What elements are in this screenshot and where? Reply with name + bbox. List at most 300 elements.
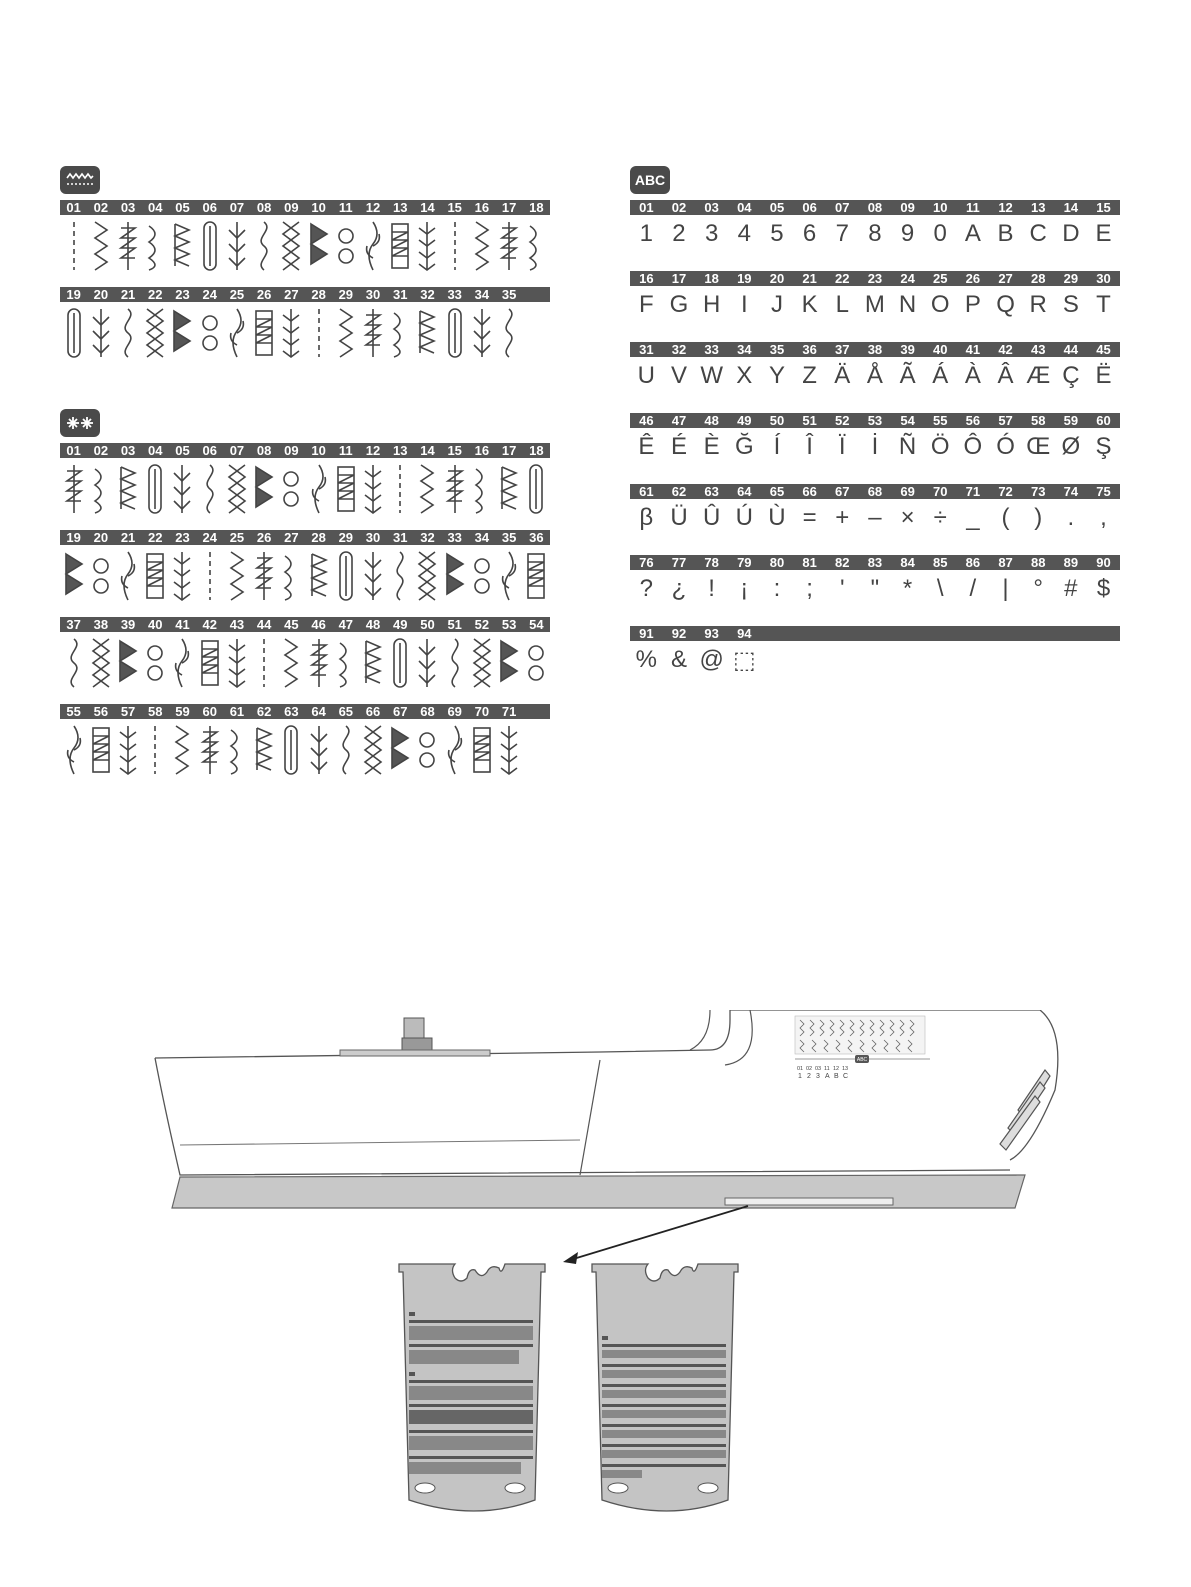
character-number: 23 (867, 271, 883, 286)
stitch-number: 60 (202, 704, 217, 719)
character-glyph: Ç (1062, 362, 1080, 389)
stitch-pattern-icon (251, 459, 278, 519)
alphabet-number-bar (630, 271, 1120, 286)
stitch-pattern-icon (387, 216, 414, 276)
stitch-pattern-icon (60, 720, 87, 780)
character-glyph: Ï (838, 433, 846, 460)
character-glyph: Â (997, 362, 1014, 389)
stitch-pattern-icon (87, 459, 114, 519)
stitch-number: 04 (148, 200, 163, 215)
stitch-pattern-icon (142, 303, 169, 363)
stitch-number: 34 (474, 530, 490, 545)
stitch-number: 05 (175, 443, 190, 458)
stitch-reference-card-left (395, 1260, 555, 1523)
character-glyph: ⬚ (732, 646, 756, 674)
decorative-number-bar-2 (60, 530, 550, 545)
character-glyph: 7 (835, 220, 849, 247)
machine-panel-char: C (843, 1073, 849, 1080)
stitch-number: 31 (393, 287, 408, 302)
alphabet-number-bar (630, 484, 1120, 499)
character-glyph: 6 (802, 220, 817, 247)
character-number: 19 (737, 271, 752, 286)
character-glyph: _ (966, 504, 980, 531)
stitch-number: 12 (365, 443, 381, 458)
stitch-pattern-icon (169, 633, 196, 693)
stitch-pattern-icon (387, 303, 414, 363)
stitch-pattern-icon (332, 216, 359, 276)
character-glyph: + (835, 504, 850, 531)
stitch-pattern-icon (114, 459, 141, 519)
stitch-number: 25 (229, 287, 245, 302)
character-number: 14 (1063, 200, 1079, 215)
stitch-number: 02 (93, 443, 109, 458)
character-glyph: # (1064, 575, 1078, 602)
character-number: 58 (1030, 413, 1046, 428)
stitch-number: 29 (338, 287, 354, 302)
character-number: 30 (1096, 271, 1111, 286)
alphabet-row (630, 484, 1120, 537)
stitch-pattern-icon (196, 303, 223, 363)
character-number: 55 (933, 413, 948, 428)
alphabet-row (630, 626, 1120, 679)
stitch-number: 66 (365, 704, 381, 719)
stitch-number: 45 (284, 617, 299, 632)
stitch-number: 37 (66, 617, 81, 632)
stitch-number: 30 (365, 530, 381, 545)
stitch-pattern-icon (169, 216, 196, 276)
character-glyph: Ë (1095, 362, 1112, 389)
alphabet-number-bar (630, 342, 1120, 357)
stitch-pattern-icon (359, 720, 386, 780)
decorative-number-bar-3 (60, 617, 550, 632)
character-glyph: ( (1001, 504, 1010, 531)
stitch-pattern-icon (414, 459, 441, 519)
character-glyph: 4 (737, 220, 751, 247)
stitch-pattern-icon (441, 459, 468, 519)
stitch-pattern-icon (441, 216, 468, 276)
stitch-pattern-icon (496, 633, 523, 693)
character-glyph: Á (932, 362, 949, 389)
stitch-number: 34 (474, 287, 490, 302)
character-glyph: S (1062, 291, 1079, 318)
stitch-pattern-icon (142, 720, 169, 780)
stitch-number: 38 (93, 617, 109, 632)
character-number: 65 (769, 484, 785, 499)
stitch-number: 22 (148, 530, 163, 545)
character-glyph: 2 (672, 220, 686, 247)
character-number: 83 (867, 555, 883, 570)
character-number: 51 (802, 413, 817, 428)
character-glyph: Ü (670, 504, 688, 531)
stitch-number: 54 (529, 617, 544, 632)
stitch-pattern-icon (441, 546, 468, 606)
stitch-number: 17 (501, 443, 517, 458)
stitch-number: 31 (393, 530, 408, 545)
stitch-pattern-icon (387, 546, 414, 606)
character-glyph: G (669, 291, 689, 318)
stitch-pattern-icon (359, 546, 386, 606)
stitch-number: 17 (501, 200, 517, 215)
machine-panel-char: B (834, 1073, 839, 1080)
character-number: 52 (835, 413, 850, 428)
character-number: 80 (769, 555, 785, 570)
stitch-pattern-icon (60, 459, 87, 519)
alphabet-number-bar (630, 413, 1120, 428)
machine-panel-char: 3 (816, 1073, 820, 1080)
character-number: 47 (671, 413, 687, 428)
character-glyph: Ä (834, 362, 851, 389)
stitch-number: 65 (338, 704, 354, 719)
stitch-number: 18 (529, 443, 544, 458)
character-number: 72 (998, 484, 1013, 499)
stitch-number: 61 (229, 704, 245, 719)
stitch-pattern-icon (251, 216, 278, 276)
stitch-number: 06 (202, 443, 217, 458)
stitch-pattern-icon (332, 459, 359, 519)
stitch-pattern-icon (523, 216, 550, 276)
character-glyph: Ğ (734, 433, 754, 460)
stitch-pattern-icon (414, 633, 441, 693)
character-number: 64 (737, 484, 752, 499)
character-glyph: K (801, 291, 818, 318)
character-number: 81 (802, 555, 817, 570)
stitch-pattern-icon (87, 216, 114, 276)
character-number: 21 (802, 271, 817, 286)
character-glyph: Ø (1061, 433, 1081, 460)
character-number: 69 (900, 484, 915, 499)
stitch-number: 62 (256, 704, 272, 719)
stitch-pattern-icon (496, 303, 523, 363)
stitch-pattern-icon (251, 720, 278, 780)
character-glyph: | (1002, 575, 1009, 602)
alphabet-badge: ABC (630, 166, 670, 194)
character-glyph: ; (806, 575, 813, 602)
stitch-number: 21 (120, 287, 136, 302)
stitch-number: 32 (420, 530, 435, 545)
character-glyph: J (770, 291, 783, 318)
character-number: 87 (998, 555, 1013, 570)
character-number: 24 (900, 271, 915, 286)
character-number: 15 (1096, 200, 1111, 215)
stitch-pattern-icon (87, 303, 114, 363)
stitch-pattern-icon (60, 303, 87, 363)
alphabet-character-row (630, 215, 1120, 253)
character-number: 71 (965, 484, 981, 499)
character-glyph: 8 (868, 220, 882, 247)
stitch-number: 09 (284, 200, 299, 215)
stitch-pattern-icon (223, 633, 250, 693)
character-glyph: B (997, 220, 1014, 247)
stitch-pattern-icon (305, 303, 332, 363)
stitch-number: 59 (175, 704, 190, 719)
character-glyph: Ş (1095, 433, 1112, 460)
character-number: 04 (737, 200, 752, 215)
character-glyph: ° (1033, 575, 1043, 602)
character-number: 45 (1096, 342, 1111, 357)
stitch-number: 02 (93, 200, 109, 215)
character-glyph: C (1029, 220, 1047, 247)
stitch-number: 03 (120, 200, 136, 215)
stitch-number: 71 (501, 704, 517, 719)
stitch-pattern-icon (468, 720, 495, 780)
character-number: 03 (704, 200, 719, 215)
character-glyph: " (870, 575, 880, 602)
character-glyph: N (898, 291, 917, 318)
character-number: 91 (639, 626, 654, 641)
stitch-number: 19 (66, 287, 81, 302)
stitch-pattern-icon (496, 546, 523, 606)
stitch-number: 20 (93, 530, 109, 545)
stitch-pattern-icon (196, 720, 223, 780)
stitch-pattern-icon (142, 459, 169, 519)
stitch-pattern-icon (305, 633, 332, 693)
character-number: 66 (802, 484, 817, 499)
stitch-number: 11 (338, 443, 353, 458)
stitch-pattern-icon (496, 459, 523, 519)
machine-panel-num: 03 (815, 1066, 822, 1072)
character-glyph: 9 (900, 220, 915, 247)
stitch-number: 53 (501, 617, 517, 632)
utility-number-bar-2 (60, 287, 550, 302)
character-number: 06 (802, 200, 817, 215)
stitch-number: 06 (202, 200, 217, 215)
alphabet-rows (630, 200, 1120, 679)
character-number: 28 (1030, 271, 1046, 286)
character-glyph: É (670, 433, 687, 460)
stitch-number: 23 (175, 530, 190, 545)
character-number: 84 (900, 555, 915, 570)
character-glyph: β (639, 504, 654, 531)
machine-panel-num: 13 (842, 1066, 849, 1072)
stitch-number: 24 (202, 530, 217, 545)
character-glyph: D (1062, 220, 1080, 247)
stitch-pattern-icon (468, 303, 495, 363)
machine-panel-num: 01 (797, 1066, 804, 1072)
stitch-number: 27 (284, 287, 299, 302)
character-glyph: Ó (996, 433, 1015, 460)
character-number: 54 (900, 413, 915, 428)
alphabet-character-row (630, 641, 1120, 679)
stitch-pattern-icon (359, 303, 386, 363)
stitch-number: 39 (120, 617, 136, 632)
character-number: 33 (704, 342, 719, 357)
stitch-pattern-icon (278, 633, 305, 693)
character-number: 25 (933, 271, 948, 286)
character-number: 31 (639, 342, 654, 357)
character-number: 73 (1030, 484, 1046, 499)
stitch-pattern-icon (387, 459, 414, 519)
character-glyph: 5 (770, 220, 784, 247)
stitch-pattern-icon (359, 216, 386, 276)
stitch-number: 35 (501, 530, 517, 545)
character-number: 17 (671, 271, 687, 286)
character-glyph: V (670, 362, 687, 389)
character-glyph: O (930, 291, 950, 318)
stitch-pattern-icon (142, 633, 169, 693)
character-glyph: Y (768, 362, 785, 389)
machine-panel-num: 11 (824, 1066, 830, 1072)
stitch-pattern-icon (278, 720, 305, 780)
alphabet-row (630, 200, 1120, 253)
character-glyph: 1 (639, 220, 653, 247)
character-glyph: È (703, 433, 720, 460)
character-number: 88 (1030, 555, 1046, 570)
stitch-number: 49 (393, 617, 408, 632)
stitch-pattern-icon (223, 720, 250, 780)
stitch-pattern-icon (142, 216, 169, 276)
character-glyph: Û (702, 504, 721, 531)
machine-panel-badge: ABC (856, 1057, 868, 1063)
alphabet-row (630, 271, 1120, 324)
stitch-pattern-icon (332, 303, 359, 363)
character-glyph: ÷ (933, 504, 947, 531)
character-number: 36 (802, 342, 817, 357)
alphabet-row (630, 413, 1120, 466)
character-glyph: E (1095, 220, 1112, 247)
stitch-number: 36 (529, 530, 544, 545)
character-number: 18 (704, 271, 719, 286)
stitch-number: 47 (338, 617, 354, 632)
decorative-number-bar-1 (60, 443, 550, 458)
character-glyph: ) (1034, 504, 1043, 531)
stitch-pattern-icon (332, 720, 359, 780)
stitch-number: 23 (175, 287, 190, 302)
character-number: 78 (704, 555, 719, 570)
alphabet-reference-card-right (588, 1260, 748, 1523)
character-number: 10 (933, 200, 948, 215)
stitch-number: 41 (175, 617, 190, 632)
stitch-pattern-icon (468, 633, 495, 693)
stitch-number: 40 (148, 617, 163, 632)
character-number: 38 (867, 342, 883, 357)
character-glyph: U (637, 362, 655, 389)
character-glyph: Î (806, 433, 813, 460)
stitch-pattern-icon (196, 459, 223, 519)
character-number: 01 (639, 200, 654, 215)
stitch-pattern-icon (60, 633, 87, 693)
character-number: 67 (835, 484, 850, 499)
character-glyph: À (964, 362, 981, 389)
machine-panel-char: 1 (798, 1073, 802, 1080)
character-glyph: I (740, 291, 748, 318)
character-number: 77 (671, 555, 687, 570)
stitch-number: 07 (229, 200, 245, 215)
stitch-number: 52 (474, 617, 490, 632)
stitch-number: 14 (420, 200, 435, 215)
stitch-number: 20 (93, 287, 109, 302)
character-glyph: – (868, 504, 882, 531)
stitch-pattern-icon (523, 546, 550, 606)
machine-panel-char: A (825, 1073, 830, 1080)
stitch-number: 33 (447, 530, 462, 545)
stitch-pattern-icon (251, 633, 278, 693)
character-glyph: W (700, 362, 723, 389)
character-glyph: . (1067, 504, 1075, 531)
stitch-pattern-icon (223, 216, 250, 276)
stitch-number: 35 (501, 287, 517, 302)
stitch-number: 10 (311, 200, 326, 215)
character-glyph: ? (639, 575, 653, 602)
character-number: 44 (1063, 342, 1079, 357)
stitch-pattern-icon (359, 459, 386, 519)
character-number: 26 (965, 271, 981, 286)
character-glyph: A (964, 220, 981, 247)
character-number: 48 (704, 413, 719, 428)
stitch-pattern-icon (441, 633, 468, 693)
decorative-stars-icon (60, 409, 100, 437)
stitch-pattern-icon (305, 720, 332, 780)
alphabet-character-row (630, 357, 1120, 395)
zigzag-icon (60, 166, 100, 194)
stitch-pattern-icon (87, 633, 114, 693)
stitch-number: 26 (256, 530, 272, 545)
character-glyph: Å (866, 362, 883, 389)
character-number: 74 (1063, 484, 1079, 499)
stitch-pattern-icon (387, 633, 414, 693)
character-number: 63 (704, 484, 719, 499)
utility-stitch-row-2 (60, 302, 550, 364)
character-number: 34 (737, 342, 752, 357)
stitch-number: 28 (311, 530, 326, 545)
character-number: 20 (769, 271, 785, 286)
stitch-number: 13 (393, 200, 408, 215)
stitch-pattern-icon (468, 546, 495, 606)
character-glyph: T (1096, 291, 1111, 318)
character-glyph: / (969, 575, 977, 602)
stitch-number: 43 (229, 617, 245, 632)
character-number: 61 (639, 484, 654, 499)
stitch-number: 33 (447, 287, 462, 302)
stitch-pattern-icon (169, 546, 196, 606)
character-number: 70 (933, 484, 948, 499)
stitch-pattern-icon (169, 720, 196, 780)
stitch-pattern-icon (414, 303, 441, 363)
character-number: 05 (769, 200, 785, 215)
character-glyph: = (802, 504, 817, 531)
character-glyph: Ú (735, 504, 753, 531)
decorative-stitch-row-1 (60, 458, 550, 520)
stitch-pattern-icon (441, 303, 468, 363)
stitch-pattern-icon (305, 459, 332, 519)
stitch-number: 19 (66, 530, 81, 545)
character-number: 11 (966, 200, 980, 215)
stitch-pattern-icon (223, 459, 250, 519)
character-number: 85 (933, 555, 948, 570)
character-glyph: ¡ (740, 575, 749, 602)
stitch-number: 08 (256, 200, 272, 215)
stitch-number: 15 (447, 200, 462, 215)
character-glyph: ' (839, 575, 845, 602)
character-number: 90 (1096, 555, 1111, 570)
character-number: 59 (1063, 413, 1079, 428)
stitch-pattern-icon (523, 459, 550, 519)
character-number: 43 (1030, 342, 1046, 357)
character-number: 02 (671, 200, 687, 215)
character-number: 89 (1063, 555, 1079, 570)
character-glyph: L (835, 291, 849, 318)
stitch-pattern-icon (114, 303, 141, 363)
stitch-pattern-icon (496, 720, 523, 780)
character-glyph: × (900, 504, 915, 531)
stitch-number: 51 (447, 617, 462, 632)
stitch-pattern-icon (278, 303, 305, 363)
stitch-number: 01 (66, 443, 81, 458)
stitch-pattern-icon (414, 216, 441, 276)
character-glyph: R (1029, 291, 1047, 318)
stitch-number: 67 (393, 704, 408, 719)
stitch-pattern-icon (114, 720, 141, 780)
stitch-pattern-icon (332, 633, 359, 693)
